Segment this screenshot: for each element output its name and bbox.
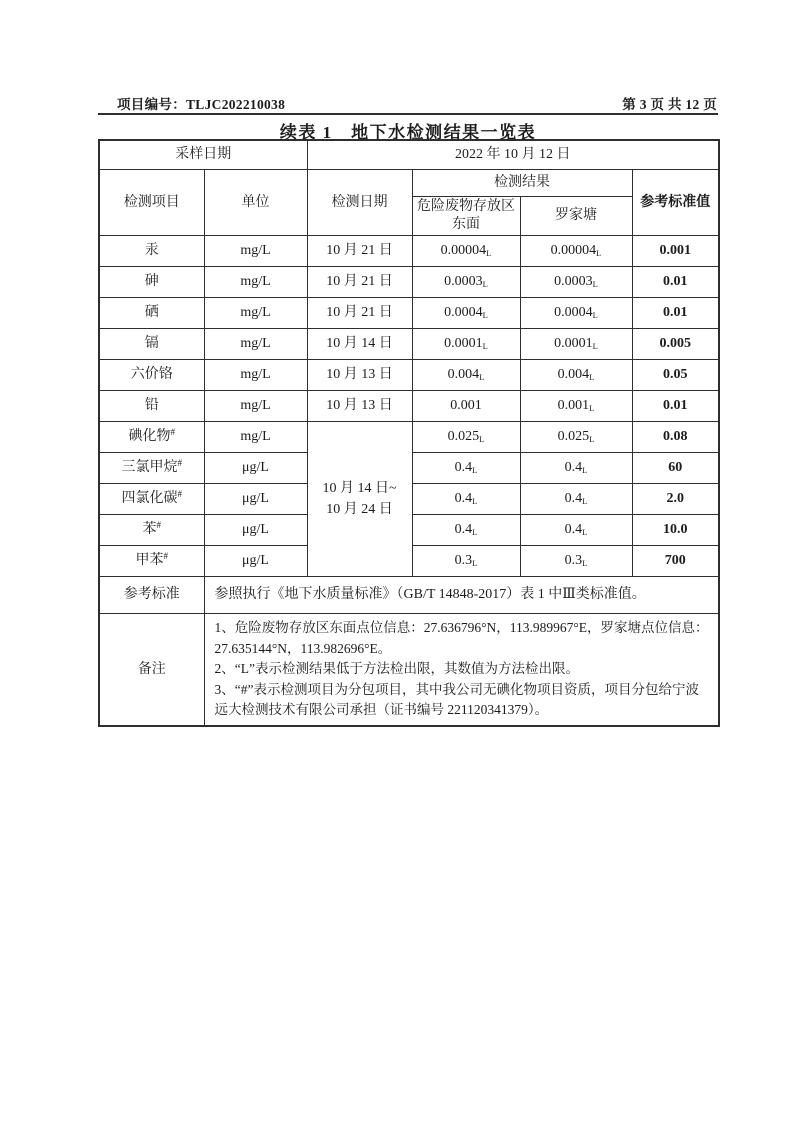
detection-limit-flag: L bbox=[482, 279, 488, 290]
site1-result-cell bbox=[412, 329, 520, 360]
detection-limit-flag: L bbox=[582, 527, 588, 538]
project-number: 项目编号：TLJC202210038 bbox=[117, 97, 286, 112]
page-indicator: 第 3 页 共 12 页 bbox=[622, 97, 717, 112]
result-value: 0.0003 bbox=[444, 274, 483, 290]
sampling-date-value: 2022 年 10 月 12 日 bbox=[307, 140, 719, 170]
item-cell bbox=[99, 515, 204, 546]
subcontract-flag: # bbox=[177, 458, 182, 469]
result-value: 0.004 bbox=[557, 367, 590, 383]
item-name: 砷 bbox=[144, 274, 159, 290]
merged-date-line2: 10 月 24 日 bbox=[326, 502, 393, 518]
subcontract-flag: # bbox=[156, 520, 161, 531]
unit-cell: mg/L bbox=[204, 298, 307, 329]
result-value: 0.004 bbox=[447, 367, 480, 383]
table-foot-section bbox=[99, 577, 719, 726]
item-name: 汞 bbox=[144, 243, 159, 259]
result-value: 0.025 bbox=[447, 429, 480, 445]
item-name: 镉 bbox=[144, 336, 159, 352]
reference-value-cell: 60 bbox=[632, 453, 719, 484]
item-cell bbox=[99, 546, 204, 577]
site2-result-cell bbox=[520, 298, 632, 329]
item-name: 三氯甲烷 bbox=[121, 460, 178, 476]
detection-limit-flag: L bbox=[582, 465, 588, 476]
date-cell-merged bbox=[307, 422, 412, 577]
header-rule bbox=[98, 113, 718, 115]
site1-result-cell bbox=[412, 515, 520, 546]
subcontract-flag: # bbox=[163, 551, 168, 562]
result-value: 0.001 bbox=[557, 398, 590, 414]
item-name: 硒 bbox=[144, 305, 159, 321]
detection-limit-flag: L bbox=[472, 496, 478, 507]
result-value: 0.00004 bbox=[440, 243, 487, 259]
result-value: 0.3 bbox=[454, 553, 473, 569]
result-value: 0.4 bbox=[454, 491, 473, 507]
reference-value-cell: 10.0 bbox=[632, 515, 719, 546]
col-header-result-group: 检测结果 bbox=[412, 170, 632, 197]
item-name: 四氯化碳 bbox=[121, 491, 178, 507]
unit-cell: mg/L bbox=[204, 360, 307, 391]
date-cell: 10 月 21 日 bbox=[307, 236, 412, 267]
site1-result-cell bbox=[412, 453, 520, 484]
col-header-date: 检测日期 bbox=[307, 170, 412, 236]
item-name: 六价铬 bbox=[130, 367, 173, 383]
site1-result-cell bbox=[412, 546, 520, 577]
detection-limit-flag: L bbox=[582, 558, 588, 569]
item-cell bbox=[99, 329, 204, 360]
site2-result-cell bbox=[520, 267, 632, 298]
reference-value-cell: 0.01 bbox=[632, 391, 719, 422]
item-name: 碘化物 bbox=[128, 429, 171, 445]
result-value: 0.0001 bbox=[554, 336, 593, 352]
item-cell bbox=[99, 267, 204, 298]
reference-value-cell: 2.0 bbox=[632, 484, 719, 515]
detection-limit-flag: L bbox=[486, 248, 492, 259]
col-header-site2: 罗家塘 bbox=[520, 197, 632, 236]
site1-result-cell bbox=[412, 360, 520, 391]
col-header-reference: 参考标准值 bbox=[632, 170, 719, 236]
site1-result-cell bbox=[412, 391, 520, 422]
date-cell: 10 月 13 日 bbox=[307, 391, 412, 422]
detection-limit-flag: L bbox=[482, 341, 488, 352]
col-header-item: 检测项目 bbox=[99, 170, 204, 236]
site1-result-cell bbox=[412, 298, 520, 329]
detection-limit-flag: L bbox=[582, 496, 588, 507]
reference-value-cell: 0.01 bbox=[632, 298, 719, 329]
site2-result-cell bbox=[520, 329, 632, 360]
reference-standard-text: 参照执行《地下水质量标准》（GB/T 14848-2017）表 1 中Ⅲ类标准值。 bbox=[204, 577, 719, 614]
sampling-date-label: 采样日期 bbox=[99, 140, 307, 170]
result-value: 0.00004 bbox=[550, 243, 597, 259]
reference-value-cell: 0.05 bbox=[632, 360, 719, 391]
table-row bbox=[99, 391, 719, 422]
result-value: 0.3 bbox=[564, 553, 583, 569]
result-value: 0.4 bbox=[454, 460, 473, 476]
reference-value-cell: 0.005 bbox=[632, 329, 719, 360]
site2-result-cell bbox=[520, 422, 632, 453]
unit-cell: mg/L bbox=[204, 422, 307, 453]
unit-cell: μg/L bbox=[204, 515, 307, 546]
item-cell bbox=[99, 236, 204, 267]
result-value: 0.0004 bbox=[444, 305, 483, 321]
table-row bbox=[99, 422, 719, 453]
detection-limit-flag: L bbox=[472, 465, 478, 476]
site2-result-cell bbox=[520, 391, 632, 422]
detection-limit-flag: L bbox=[589, 403, 595, 414]
site1-result-cell bbox=[412, 236, 520, 267]
site2-result-cell bbox=[520, 236, 632, 267]
sampling-date-row bbox=[99, 140, 719, 170]
detection-limit-flag: L bbox=[472, 527, 478, 538]
site1-result-cell bbox=[412, 484, 520, 515]
date-cell: 10 月 13 日 bbox=[307, 360, 412, 391]
page-title: 续表 1 地下水检测结果一览表 bbox=[279, 123, 537, 142]
column-header-row bbox=[99, 170, 719, 197]
item-cell bbox=[99, 422, 204, 453]
item-name: 苯 bbox=[142, 522, 157, 538]
table-head-section bbox=[99, 140, 719, 236]
table-row bbox=[99, 298, 719, 329]
detection-limit-flag: L bbox=[479, 372, 485, 383]
unit-cell: μg/L bbox=[204, 546, 307, 577]
site1-result-cell bbox=[412, 422, 520, 453]
date-cell: 10 月 21 日 bbox=[307, 298, 412, 329]
item-name: 甲苯 bbox=[135, 553, 164, 569]
measurement-rows bbox=[99, 236, 719, 577]
item-cell bbox=[99, 453, 204, 484]
detection-limit-flag: L bbox=[589, 372, 595, 383]
col-header-site1: 危险废物存放区东面 bbox=[412, 197, 520, 236]
remarks-content bbox=[204, 614, 719, 726]
detection-limit-flag: L bbox=[479, 434, 485, 445]
results-table bbox=[98, 139, 720, 727]
reference-standard-label: 参考标准 bbox=[99, 577, 204, 614]
item-name: 铅 bbox=[144, 398, 159, 414]
table-row bbox=[99, 236, 719, 267]
unit-cell: mg/L bbox=[204, 267, 307, 298]
unit-cell: mg/L bbox=[204, 329, 307, 360]
remarks-row bbox=[99, 614, 719, 726]
site2-result-cell bbox=[520, 546, 632, 577]
merged-date-line1: 10 月 14 日~ bbox=[322, 480, 397, 496]
table-row bbox=[99, 360, 719, 391]
item-cell bbox=[99, 391, 204, 422]
detection-limit-flag: L bbox=[482, 310, 488, 321]
remarks-label: 备注 bbox=[99, 614, 204, 726]
reference-value-cell: 0.001 bbox=[632, 236, 719, 267]
site2-result-cell bbox=[520, 484, 632, 515]
remark-line: 2、“L”表示检测结果低于方法检出限，其数值为方法检出限。 bbox=[214, 661, 579, 677]
reference-standard-row bbox=[99, 577, 719, 614]
reference-value-cell: 700 bbox=[632, 546, 719, 577]
remark-line: 3、“#”表示检测项目为分包项目，其中我公司无碘化物项目资质，项目分包给宁波远大检测技术有限公司承担（证书编号 221120341379）。 bbox=[214, 681, 699, 718]
date-cell: 10 月 21 日 bbox=[307, 267, 412, 298]
item-cell bbox=[99, 360, 204, 391]
detection-limit-flag: L bbox=[592, 310, 598, 321]
result-value: 0.0004 bbox=[554, 305, 593, 321]
page-header bbox=[117, 93, 717, 113]
result-value: 0.001 bbox=[450, 398, 482, 414]
table-row bbox=[99, 267, 719, 298]
item-cell bbox=[99, 484, 204, 515]
site2-result-cell bbox=[520, 515, 632, 546]
subcontract-flag: # bbox=[170, 427, 175, 438]
detection-limit-flag: L bbox=[592, 279, 598, 290]
result-value: 0.025 bbox=[557, 429, 590, 445]
result-value: 0.4 bbox=[564, 522, 583, 538]
site2-result-cell bbox=[520, 453, 632, 484]
site1-result-cell bbox=[412, 267, 520, 298]
subcontract-flag: # bbox=[177, 489, 182, 500]
remark-line: 1、危险废物存放区东面点位信息：27.636796°N，113.989967°E，罗家塘点位信息：27.635144°N，113.982696°E。 bbox=[214, 620, 709, 656]
reference-value-cell: 0.08 bbox=[632, 422, 719, 453]
detection-limit-flag: L bbox=[589, 434, 595, 445]
result-value: 0.4 bbox=[564, 460, 583, 476]
result-value: 0.0003 bbox=[554, 274, 593, 290]
unit-cell: μg/L bbox=[204, 484, 307, 515]
result-value: 0.4 bbox=[564, 491, 583, 507]
unit-cell: mg/L bbox=[204, 391, 307, 422]
date-cell: 10 月 14 日 bbox=[307, 329, 412, 360]
result-value: 0.0001 bbox=[444, 336, 483, 352]
detection-limit-flag: L bbox=[596, 248, 602, 259]
col-header-unit: 单位 bbox=[204, 170, 307, 236]
item-cell bbox=[99, 298, 204, 329]
unit-cell: mg/L bbox=[204, 236, 307, 267]
unit-cell: μg/L bbox=[204, 453, 307, 484]
table-row bbox=[99, 329, 719, 360]
detection-limit-flag: L bbox=[592, 341, 598, 352]
site2-result-cell bbox=[520, 360, 632, 391]
detection-limit-flag: L bbox=[472, 558, 478, 569]
result-value: 0.4 bbox=[454, 522, 473, 538]
reference-value-cell: 0.01 bbox=[632, 267, 719, 298]
